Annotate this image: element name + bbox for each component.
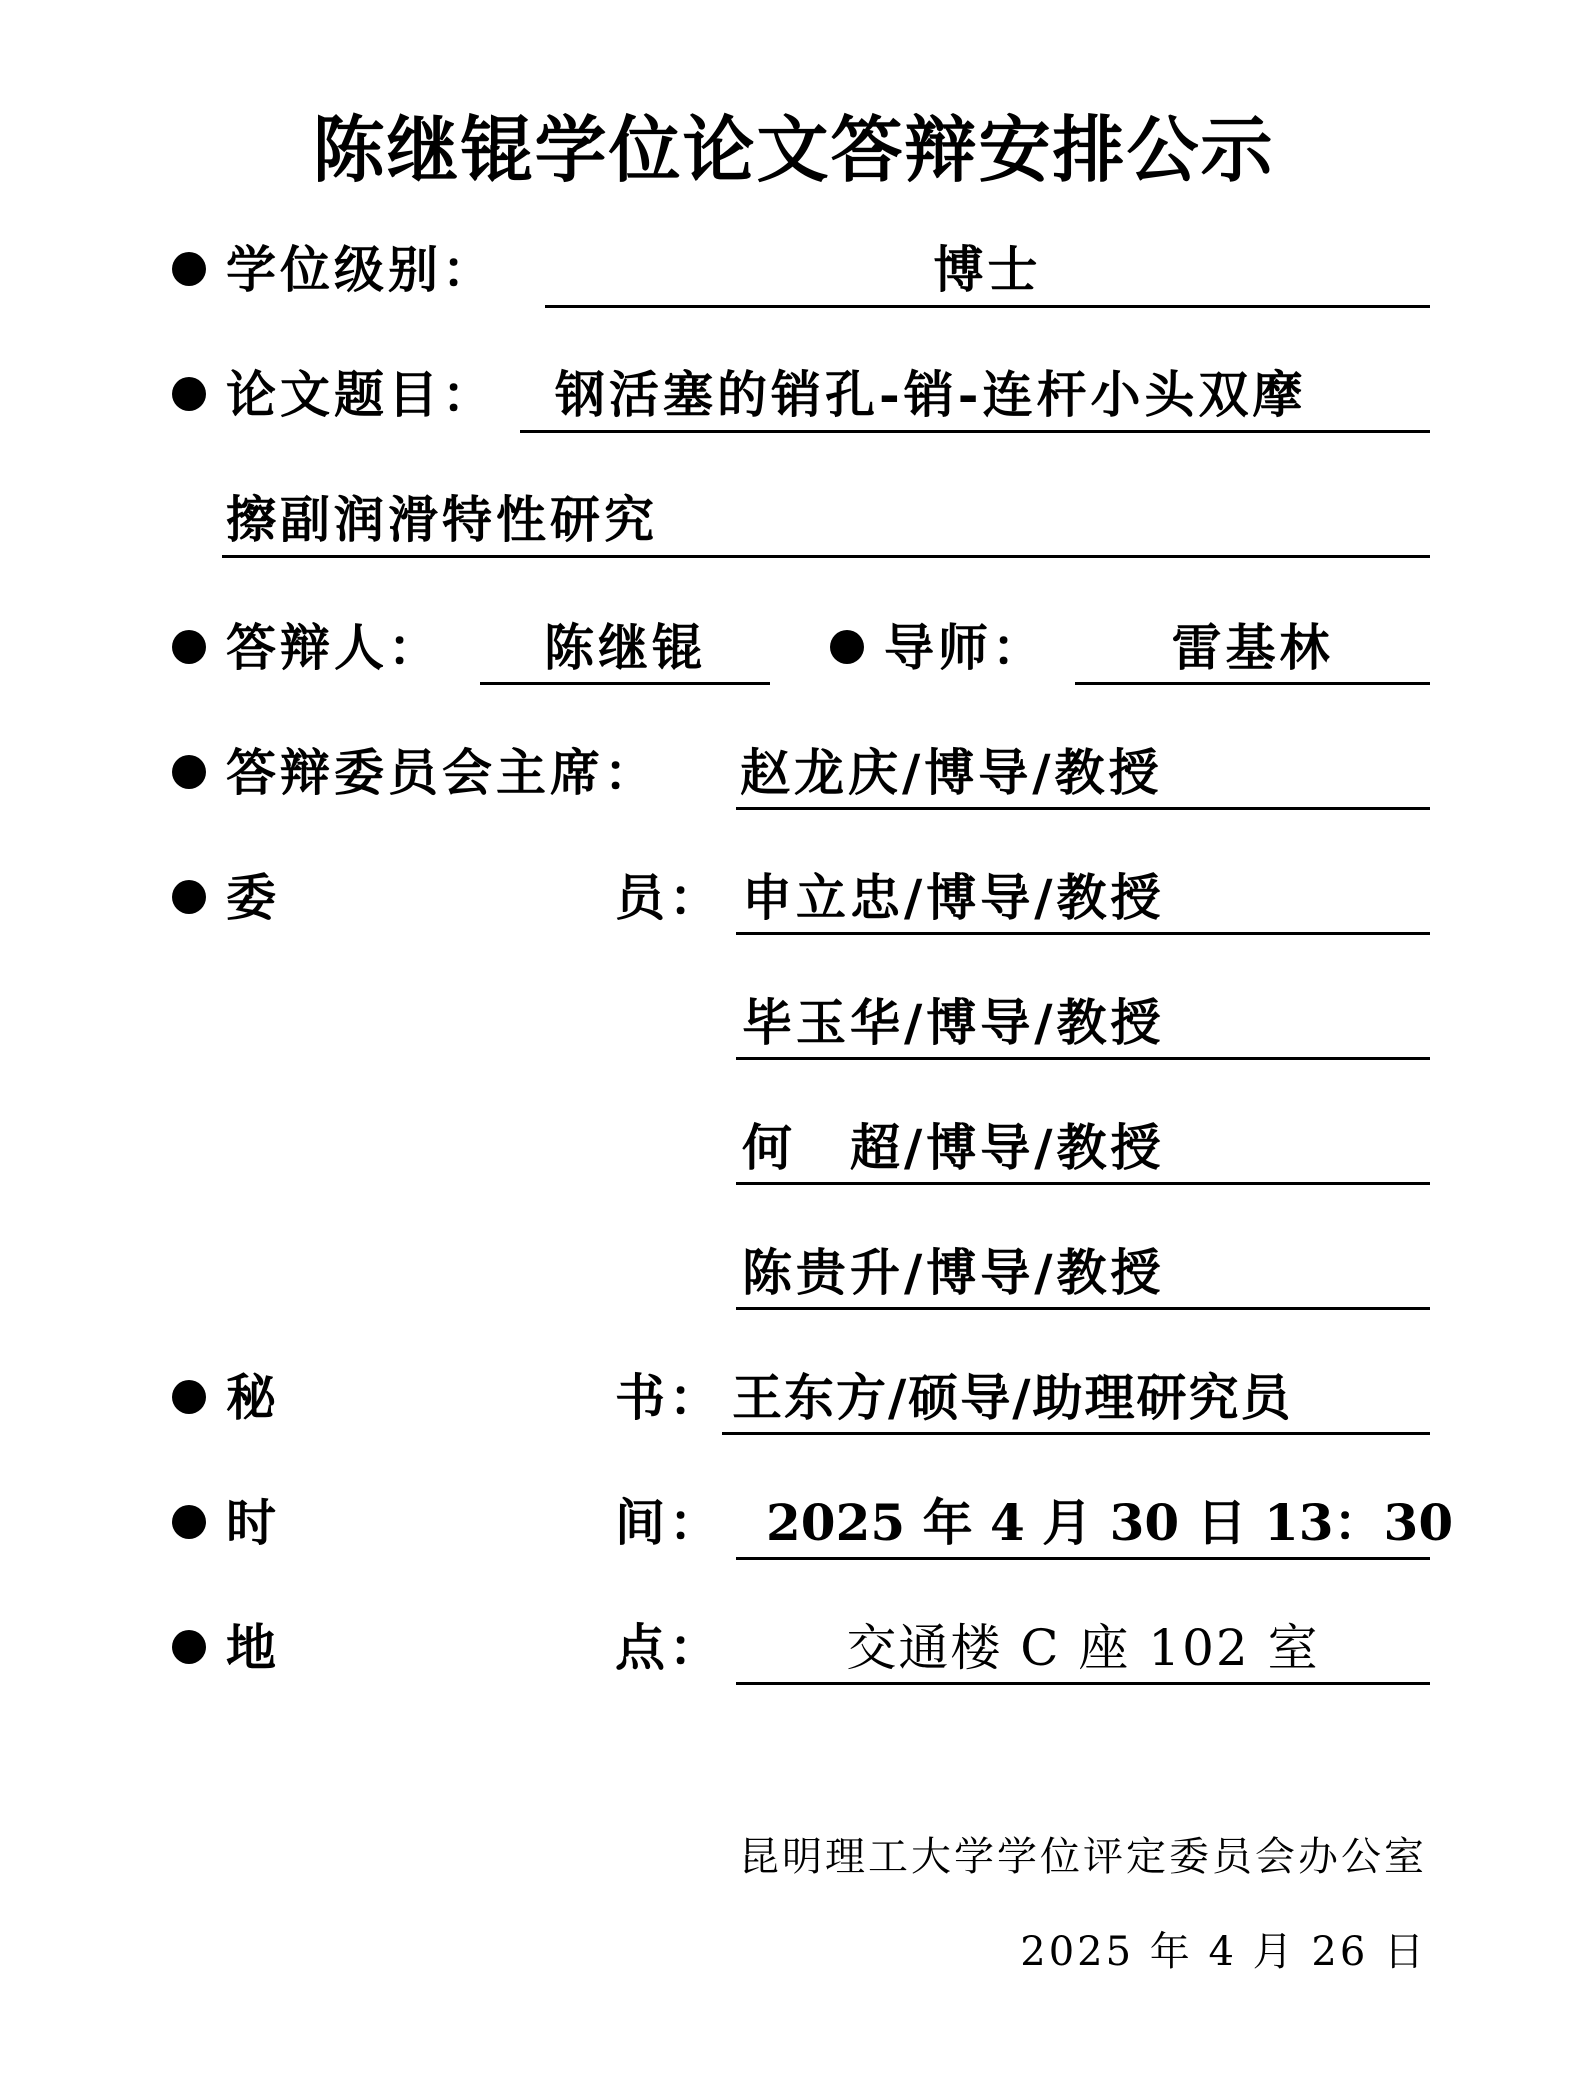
bullet-icon bbox=[830, 630, 864, 664]
time-underline bbox=[736, 1557, 1430, 1560]
thesis-underline-1 bbox=[520, 430, 1430, 433]
bullet-icon bbox=[172, 1505, 206, 1539]
time-label-left: 时 bbox=[226, 1493, 280, 1552]
members-label-left: 委 bbox=[226, 868, 280, 927]
member-underline-3 bbox=[736, 1182, 1430, 1185]
issue-date: 2025 年 4 月 26 日 bbox=[1020, 1929, 1427, 1975]
degree-underline bbox=[545, 305, 1430, 308]
secretary-value: 王东方/硕导/助理研究员 bbox=[732, 1368, 1293, 1427]
member-underline-4 bbox=[736, 1307, 1430, 1310]
time-value: 2025 年 4 月 30 日 13：30 bbox=[766, 1493, 1454, 1552]
candidate-underline bbox=[480, 682, 770, 685]
page-title: 陈继锟学位论文答辩安排公示 bbox=[312, 108, 1275, 192]
secretary-label-left: 秘 bbox=[226, 1368, 280, 1427]
member-1: 申立忠/博导/教授 bbox=[742, 868, 1165, 927]
location-underline bbox=[736, 1682, 1430, 1685]
degree-value: 博士 bbox=[933, 240, 1042, 299]
member-2: 毕玉华/博导/教授 bbox=[742, 993, 1165, 1052]
chair-underline bbox=[736, 807, 1430, 810]
degree-label: 学位级别： bbox=[226, 240, 496, 299]
thesis-title-line1: 钢活塞的销孔-销-连杆小头双摩 bbox=[555, 365, 1307, 424]
bullet-icon bbox=[172, 630, 206, 664]
bullet-icon bbox=[172, 1380, 206, 1414]
chair-value: 赵龙庆/博导/教授 bbox=[740, 743, 1163, 802]
member-3: 何 超/博导/教授 bbox=[742, 1118, 1165, 1177]
chair-label: 答辩委员会主席： bbox=[226, 743, 658, 802]
bullet-icon bbox=[172, 880, 206, 914]
location-value: 交通楼 C 座 102 室 bbox=[846, 1619, 1320, 1677]
location-label-right: 点： bbox=[615, 1618, 723, 1677]
location-label-left: 地 bbox=[226, 1618, 280, 1677]
secretary-label-right: 书： bbox=[615, 1368, 723, 1427]
thesis-title-line2: 擦副润滑特性研究 bbox=[226, 490, 658, 549]
time-label-right: 间： bbox=[615, 1493, 723, 1552]
advisor-underline bbox=[1075, 682, 1430, 685]
bullet-icon bbox=[172, 252, 206, 286]
member-underline-2 bbox=[736, 1057, 1430, 1060]
issuer: 昆明理工大学学位评定委员会办公室 bbox=[739, 1834, 1427, 1880]
advisor-value: 雷基林 bbox=[1171, 618, 1334, 677]
advisor-label: 导师： bbox=[884, 618, 1046, 677]
member-underline-1 bbox=[736, 932, 1430, 935]
candidate-value: 陈继锟 bbox=[544, 618, 706, 677]
member-4: 陈贵升/博导/教授 bbox=[742, 1243, 1165, 1302]
bullet-icon bbox=[172, 377, 206, 411]
thesis-label: 论文题目： bbox=[226, 365, 496, 424]
candidate-label: 答辩人： bbox=[226, 618, 442, 677]
members-label-right: 员： bbox=[615, 868, 723, 927]
bullet-icon bbox=[172, 755, 206, 789]
secretary-underline bbox=[722, 1432, 1430, 1435]
bullet-icon bbox=[172, 1630, 206, 1664]
thesis-underline-2 bbox=[222, 555, 1430, 558]
